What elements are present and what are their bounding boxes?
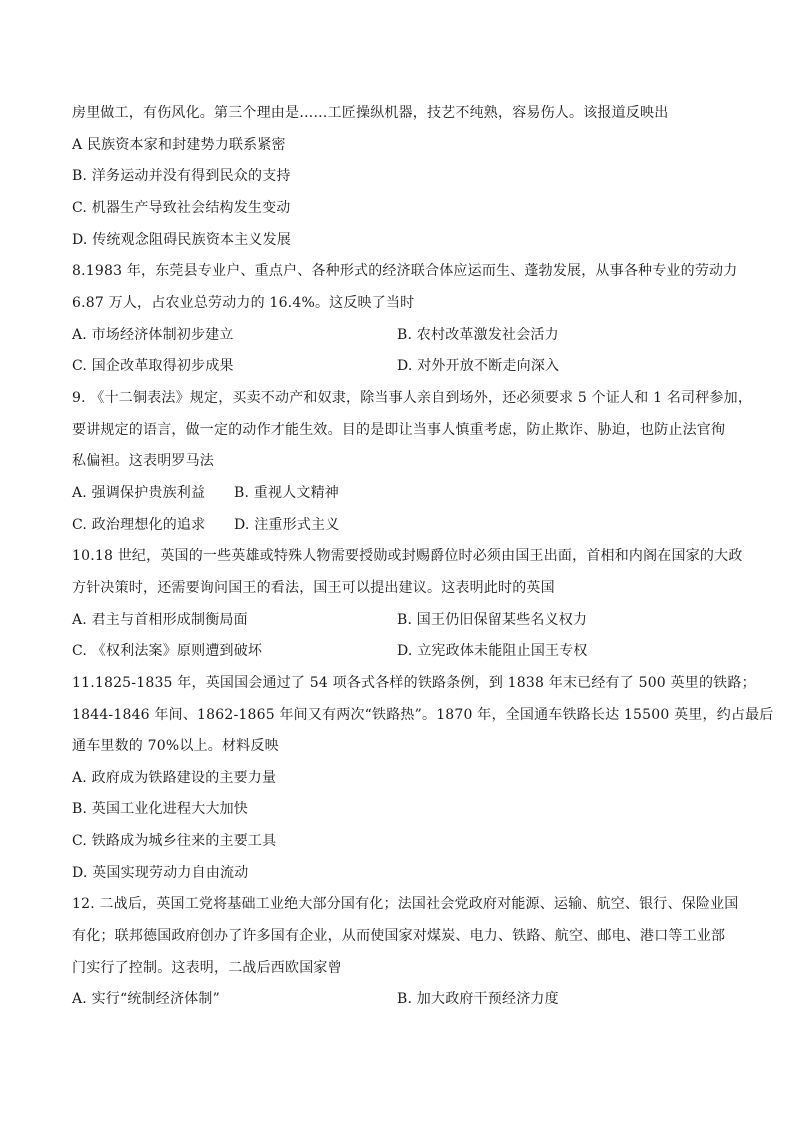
q10-stem-line1: 10.18 世纪，英国的一些英雄或特殊人物需要授勋或封赐爵位时必须由国王出面，首相和内阁在国家的大政 <box>72 548 743 564</box>
q7-option-c: C. 机器生产导致社会结构发生变动 <box>72 200 291 216</box>
q9-options-row1 <box>72 483 732 503</box>
q10-option-d: D. 立宪政体未能阻止国王专权 <box>397 643 588 659</box>
q8-option-b: B. 农村改革激发社会活力 <box>397 327 559 343</box>
q8-options-row1 <box>72 325 732 345</box>
q9-options-row2 <box>72 515 732 535</box>
q12-options-row1 <box>72 989 732 1009</box>
q8-option-d: D. 对外开放不断走向深入 <box>397 358 560 374</box>
q7-option-d: D. 传统观念阻碍民族资本主义发展 <box>72 232 292 248</box>
q8-stem-line1: 8.1983 年，东莞县专业户、重点户、各种形式的经济联合体应运而生、蓬勃发展，从事各种专业的劳动力 <box>72 263 738 279</box>
q10-stem-line2: 方针决策时，还需要询问国王的看法，国王可以提出建议。这表明此时的英国 <box>72 580 555 596</box>
q12-stem-line1: 12. 二战后，英国工党将基础工业绝大部分国有化；法国社会党政府对能源、运输、航空、银行、保险业国 <box>72 896 739 912</box>
q7-option-a: A 民族资本家和封建势力联系紧密 <box>72 137 286 153</box>
q9-option-d: D. 注重形式主义 <box>234 517 340 533</box>
intro-line: 房里做工，有伤风化。第三个理由是……工匠操纵机器，技艺不纯熟，容易伤人。该报道反映出 <box>72 105 669 121</box>
q10-options-row1 <box>72 610 732 630</box>
q11-option-a: A. 政府成为铁路建设的主要力量 <box>72 770 277 786</box>
q10-option-a: A. 君主与首相形成制衡局面 <box>72 612 248 628</box>
q11-stem-line1: 11.1825-1835 年，英国国会通过了 54 项各式各样的铁路条例，到 1838 年末已经有了 500 英里的铁路； <box>72 675 756 691</box>
q12-stem-line2: 有化；联邦德国政府创办了许多国有企业，从而使国家对煤炭、电力、铁路、航空、邮电、港口等工业部 <box>72 928 726 944</box>
q9-option-a: A. 强调保护贵族利益 <box>72 485 206 501</box>
q8-option-a: A. 市场经济体制初步建立 <box>72 327 234 343</box>
q12-option-a: A. 实行“统制经济体制” <box>72 991 220 1007</box>
q8-stem-line2: 6.87 万人，占农业总劳动力的 16.4%。这反映了当时 <box>72 295 415 311</box>
q11-stem-line3: 通车里数的 70%以上。材料反映 <box>72 738 279 754</box>
q8-option-c: C. 国企改革取得初步成果 <box>72 358 234 374</box>
q11-option-b: B. 英国工业化进程大大加快 <box>72 801 248 817</box>
q9-stem-line1: 9. 《十二铜表法》规定，买卖不动产和奴隶，除当事人亲自到场外，还必须要求 5 个证人和 1 名司秤参加， <box>72 390 753 406</box>
q7-option-b: B. 洋务运动并没有得到民众的支持 <box>72 168 291 184</box>
q11-stem-line2: 1844-1846 年间、1862-1865 年间又有两次“铁路热”。1870 年，全国通车铁路长达 15500 英里，约占最后 <box>72 707 774 723</box>
q9-option-b: B. 重视人文精神 <box>234 485 339 501</box>
q11-option-d: D. 英国实现劳动力自由流动 <box>72 865 249 881</box>
q9-option-c: C. 政治理想化的追求 <box>72 517 206 533</box>
q9-stem-line2: 要讲规定的语言，做一定的动作才能生效。目的是即让当事人慎重考虑，防止欺诈、胁迫，也防止法官徇 <box>72 422 726 438</box>
q11-option-c: C. 铁路成为城乡往来的主要工具 <box>72 833 277 849</box>
q10-option-c: C. 《权利法案》原则遭到破坏 <box>72 643 263 659</box>
q12-stem-line3: 门实行了控制。这表明，二战后西欧国家曾 <box>72 960 342 976</box>
q12-option-b: B. 加大政府干预经济力度 <box>397 991 559 1007</box>
q9-stem-line3: 私偏袒。这表明罗马法 <box>72 453 214 469</box>
q8-options-row2 <box>72 356 732 376</box>
q10-option-b: B. 国王仍旧保留某些名义权力 <box>397 612 588 628</box>
q10-options-row2 <box>72 641 732 661</box>
